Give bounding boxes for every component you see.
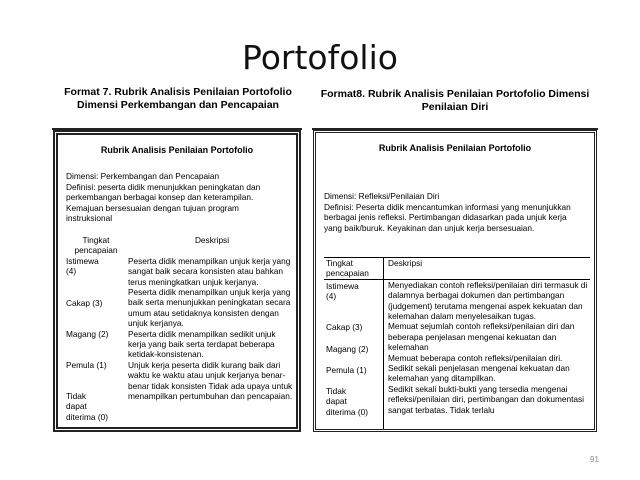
rubric-box: [53, 130, 301, 432]
level-cell: Istimewa (4): [66, 255, 99, 277]
description-cell: Memuat beberapa contoh refleksi/penilaian diri. Sedikit sekali penjelasan mengenai kekuatan dan kelemahan yang ditampilkan.: [388, 352, 570, 384]
description-cell: Memuat sejumlah contoh refleksi/penilaian diri dan beberapa penjelasan mengenai kekuatan dan kelemahan: [388, 321, 575, 353]
descriptions-column: [388, 280, 588, 415]
slide-number: 91: [590, 455, 599, 464]
level-cell: Cakap (3): [326, 321, 363, 332]
rubric-intro: [324, 191, 586, 233]
table-header-row: [66, 235, 294, 256]
description-cell: Peserta didik menampilkan unjuk kerja yang baik serta menunjukkan peningkatan secara umum atau setidaknya konsisten dengan unjuk kerjanya.: [128, 287, 291, 329]
definition-line: Definisi: peserta didik menunjukkan peningkatan dan perkembangan berbagai konsep dan keterampilan. Kemajuan bersesuaian dengan tujuan program instruksional: [66, 181, 261, 224]
level-cell: Tidak dapat diterima (0): [66, 390, 108, 422]
level-cell: Cakap (3): [66, 297, 103, 308]
description-cell: Sedikit sekali bukti-bukti yang tersedia mengenai refleksi/penilaian diri, pertimbangan dan dokumentasi sangat terbatas. Tidak terlalu: [388, 383, 585, 415]
descriptions-column: [128, 256, 294, 402]
level-column-header: Tingkat pencapaian: [324, 258, 384, 279]
format-8-header: Format8. Rubrik Analisis Penilaian Portofolio Dimensi Penilaian Diri: [320, 88, 590, 113]
description-cell: Peserta didik menampilkan unjuk kerja yang sangat baik secara konsisten atau bahkan terus meningkatkan unjuk kerjanya.: [128, 255, 291, 287]
levels-column: [324, 280, 384, 432]
level-cell: Istimewa (4): [326, 280, 359, 302]
dimension-line: Dimensi: Refleksi/Penilaian Diri: [324, 191, 440, 201]
description-cell: Menyediakan contoh refleksi/penilaian diri termasuk di dalamnya berbagai dokumen dan pertimbangan (judgement) terutama mengenai aspek kekuatan dan kelemahan dalam menyelesaikan tugas.: [388, 279, 588, 322]
rubric-box-title: Rubrik Analisis Penilaian Portofolio: [100, 145, 254, 155]
level-column-header: Tingkat pencapaian: [74, 235, 118, 256]
format-7-header: Format 7. Rubrik Analisis Penilaian Portofolio Dimensi Perkembangan dan Pencapaian: [64, 86, 292, 111]
format-7-panel: [50, 84, 303, 434]
rubric-intro: [66, 171, 286, 224]
description-column-header: Deskripsi: [194, 235, 230, 245]
rubric-table: [324, 257, 590, 417]
level-cell: Magang (2): [326, 343, 369, 354]
rubric-table: [66, 235, 294, 422]
level-cell: Pemula (1): [326, 364, 367, 375]
rubric-box: [313, 130, 597, 432]
slide-title: Portofolio: [242, 38, 398, 77]
description-cell: Unjuk kerja peserta didik kurang baik dari waktu ke waktu atau unjuk kerjanya benar-benar tidak konsisten Tidak ada upaya untuk menampilkan pertumbuhan dan pencapaian.: [128, 359, 293, 402]
description-column-header: Deskripsi: [388, 258, 423, 268]
table-header-row: [324, 258, 590, 280]
rubric-box-title: Rubrik Analisis Penilaian Portofolio: [378, 143, 532, 153]
level-cell: Pemula (1): [66, 359, 107, 370]
format-8-panel: [310, 84, 600, 434]
description-cell: Peserta didik menampilkan sedikit unjuk kerja yang baik serta terdapat beberapa ketidak-konsistenan.: [128, 328, 276, 360]
level-cell: Magang (2): [66, 328, 109, 339]
level-cell: Tidak dapat diterima (0): [326, 385, 368, 417]
definition-line: Definisi: Peserta didik mencantumkan informasi yang menunjukkan berbagai jenis refleksi. Pertimbangan didasarkan pada unjuk kerja yang baik/buruk. Keyakinan dan unjuk kerja bersesuaian.: [324, 201, 571, 233]
dimension-line: Dimensi: Perkembangan dan Pencapaian: [66, 171, 220, 181]
